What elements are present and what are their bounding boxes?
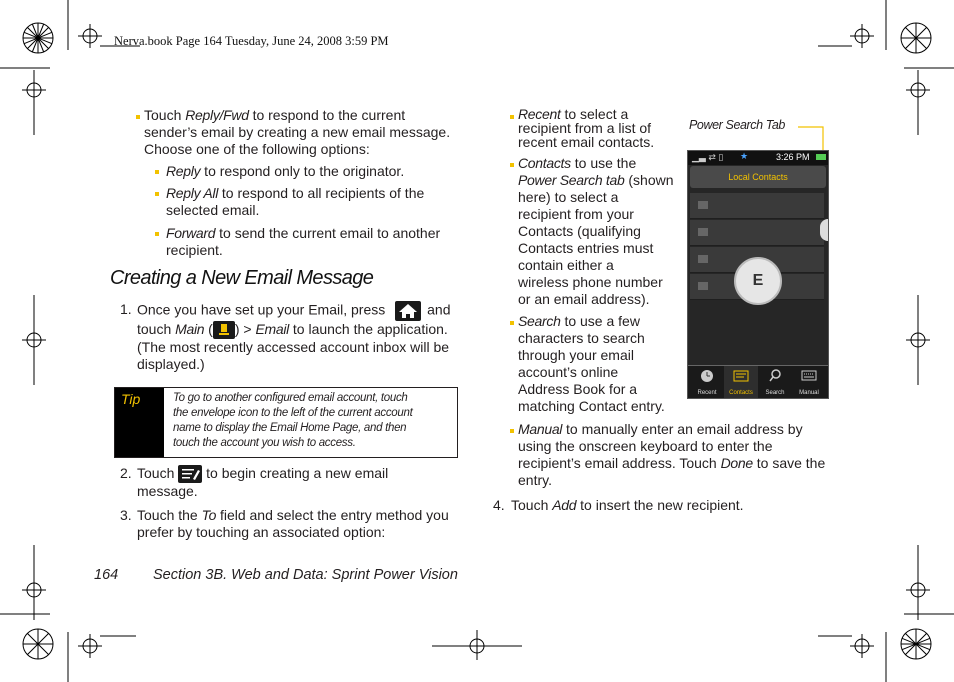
main-menu-icon [213,321,235,339]
clock: 3:26 PM [776,152,810,162]
sub-bullet-forward: Forward to send the current email to another recipient. [166,225,441,258]
keyboard-icon [792,366,826,386]
tab-manual[interactable]: Manual [792,366,826,398]
bullet-icon [155,170,159,174]
bullet-manual: Manual to manually enter an email address by using the onscreen keyboard to enter the recipient’s email address. Touch Done to save the entry. [518,421,826,488]
bullet-icon [510,321,514,325]
step-number: 2. [120,465,132,481]
step-number: 4. [493,497,505,513]
step-1: Once you have set up your Email, press and touch Main ( ) > Email to launch the application. (The most recently accessed account inbox will be displayed.) [137,301,451,373]
tip-box [114,387,458,458]
contacts-icon [724,366,758,386]
bullet-icon [155,232,159,236]
tab-bar [688,365,828,398]
bullet-icon [155,192,159,196]
contact-row[interactable] [690,220,824,246]
bullet-contacts: Contacts to use the Power Search tab (shown here) to select a recipient from your Contacts (qualifying Contacts entries must contain either a wireless phone number or an email address). [518,155,674,307]
status-bar [688,151,828,165]
star-icon: ★ [740,151,749,161]
power-search-tab-callout: Power Search Tab [689,118,785,132]
page-number: 164 [94,567,119,583]
running-head: Nerva.book Page 164 Tuesday, June 24, 2008 3:59 PM [114,34,389,48]
clock-icon [690,366,724,386]
tip-text: To go to another configured email account, touch the envelope icon to the left of the current account name to display the Email Home Page, and then touch the account you wish to access. [173,392,413,449]
scroll-handle[interactable] [820,219,828,241]
step-4: Touch Add to insert the new recipient. [511,497,744,513]
tab-contacts[interactable]: Contacts [724,366,758,398]
bullet-recent: Recent to select a recipient from a list of recent email contacts. [518,106,655,150]
bullet-icon [136,115,140,119]
sub-bullet-reply-all: Reply All to respond to all recipients of the selected email. [166,185,425,218]
tab-search[interactable]: Search [758,366,792,398]
screen-title: Local Contacts [690,166,826,188]
sub-bullet-reply: Reply to respond only to the originator. [166,163,405,179]
bullet-reply-fwd: Touch Reply/Fwd to respond to the current sender’s email by creating a new email message. Choose one of the following options: [144,107,451,157]
step-2: Touch to begin creating a new email message. [137,465,389,500]
magnifier-icon [758,366,792,386]
step-number: 3. [120,507,132,523]
signal-icon: ▁▃ ⇄ ▯ [692,152,724,162]
bullet-icon [510,115,514,119]
home-key-icon [395,301,421,321]
phone-screenshot [687,150,829,399]
bullet-search: Search to use a few characters to search through your email account’s online Address Book for a matching Contact entry. [518,313,665,414]
compose-icon [178,465,202,483]
tab-recent[interactable]: Recent [690,366,724,398]
letter-badge: E [734,257,782,305]
step-number: 1. [120,301,132,317]
tip-label: Tip [121,391,141,407]
bullet-icon [510,429,514,433]
bullet-icon [510,163,514,167]
section-title: Creating a New Email Message [110,267,374,289]
step-3: Touch the To field and select the entry method you prefer by touching an associated option: [137,507,449,540]
contact-row[interactable] [690,193,824,219]
battery-icon [816,154,826,160]
footer-section: Section 3B. Web and Data: Sprint Power Vision [153,567,458,583]
